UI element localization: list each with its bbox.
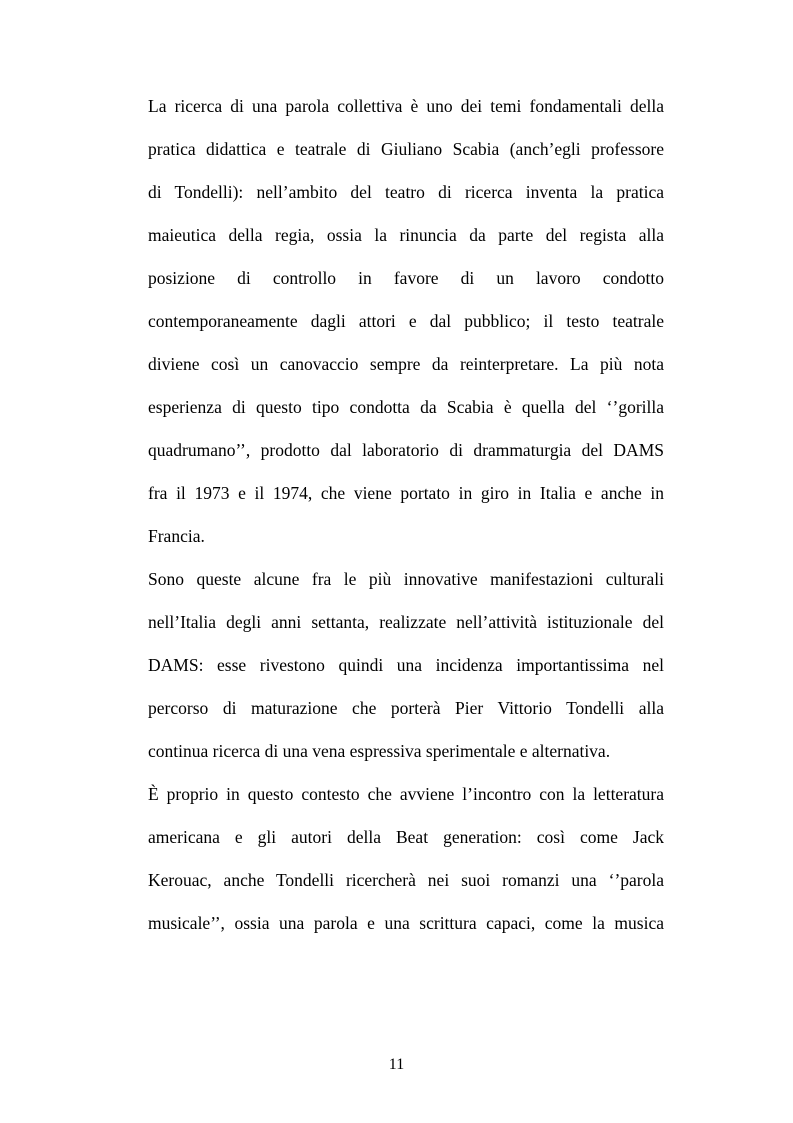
body-text <box>148 90 664 950</box>
text-line: maieutica della regia, ossia la rinuncia da parte del regista alla <box>148 225 664 245</box>
text-line: DAMS: esse rivestono quindi una incidenza importantissima nel <box>148 655 664 675</box>
text-line: La ricerca di una parola collettiva è uno dei temi fondamentali della <box>148 96 664 116</box>
text-line: Sono queste alcune fra le più innovative manifestazioni culturali <box>148 569 664 589</box>
text-line: americana e gli autori della Beat generation: così come Jack <box>148 827 664 847</box>
text-line: pratica didattica e teatrale di Giuliano Scabia (anch’egli professore <box>148 139 664 159</box>
text-line: contemporaneamente dagli attori e dal pubblico; il testo teatrale <box>148 311 664 331</box>
text-line: nell’Italia degli anni settanta, realizzate nell’attività istituzionale del <box>148 612 664 632</box>
text-line: diviene così un canovaccio sempre da reinterpretare. La più nota <box>148 354 664 374</box>
text-line: fra il 1973 e il 1974, che viene portato in giro in Italia e anche in <box>148 483 664 503</box>
text-line: percorso di maturazione che porterà Pier Vittorio Tondelli alla <box>148 698 664 718</box>
paragraph-1 <box>148 90 664 563</box>
text-line: Francia. <box>148 526 205 546</box>
text-line: musicale’’, ossia una parola e una scrittura capaci, come la musica <box>148 913 664 933</box>
text-line: posizione di controllo in favore di un lavoro condotto <box>148 268 664 288</box>
page-number: 11 <box>388 1056 405 1073</box>
text-line: Kerouac, anche Tondelli ricercherà nei suoi romanzi una ‘’parola <box>148 870 664 890</box>
text-line: esperienza di questo tipo condotta da Scabia è quella del ‘’gorilla <box>148 397 664 417</box>
text-line: continua ricerca di una vena espressiva sperimentale e alternativa. <box>148 741 611 761</box>
paragraph-3 <box>148 778 664 950</box>
text-line: di Tondelli): nell’ambito del teatro di ricerca inventa la pratica <box>148 182 664 202</box>
text-line: quadrumano’’, prodotto dal laboratorio di drammaturgia del DAMS <box>148 440 664 460</box>
paragraph-2 <box>148 563 664 778</box>
text-line: È proprio in questo contesto che avviene l’incontro con la letteratura <box>148 784 664 804</box>
